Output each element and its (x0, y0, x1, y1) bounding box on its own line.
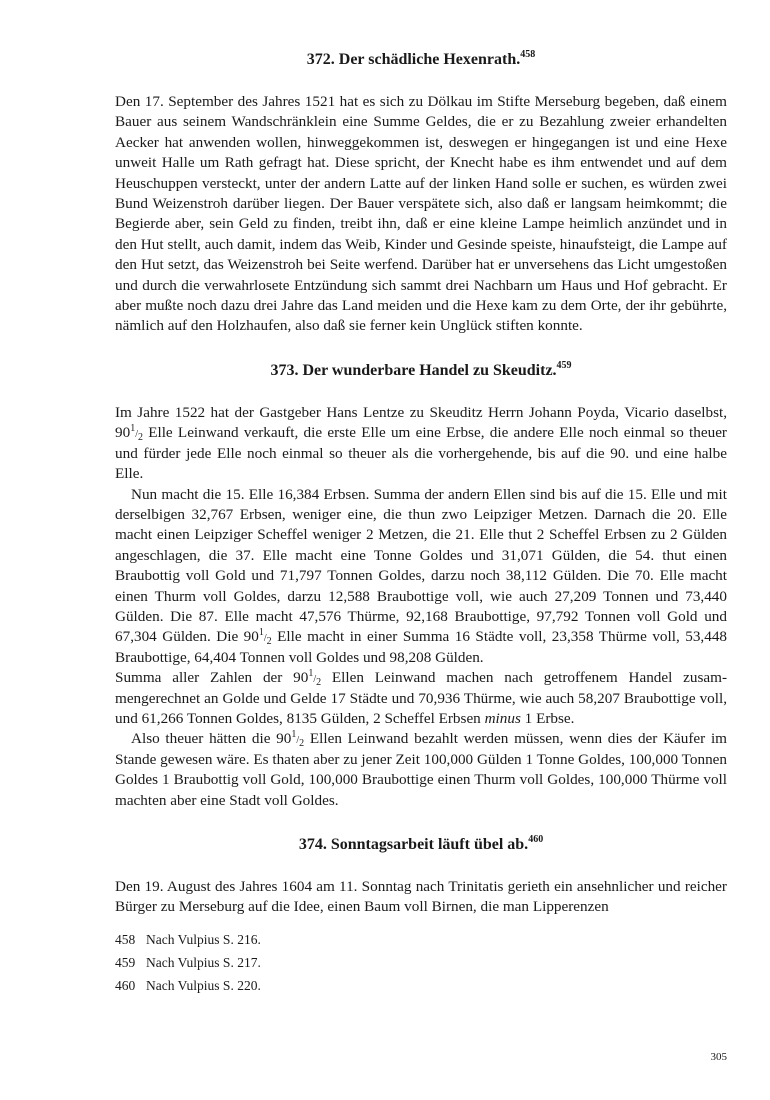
footnote-ref-458: 458 (520, 49, 536, 60)
fraction-half: 1/2 (258, 627, 272, 648)
footnote-ref-460: 460 (528, 834, 544, 845)
section-374-paragraph: Den 19. August des Jahres 1604 am 11. Sonntag nach Trinitatis gerieth ein ansehnlicher und reicher Bürger zu Merseburg auf die Idee, einen Baum voll Birnen, die man Lipperenzen (115, 878, 727, 916)
section-373-paragraph-4: Also theuer hätten die 901/2 Ellen Leinwand bezahlt werden müssen, wenn dies der Käufer im Stande gewesen wäre. Es thaten aber zu jener Zeit 100,000 Gülden 1 Tonne Goldes, 100,000 Tonnen Goldes 1 Braubottig voll Gold, 100,000 Braubottige einen Thurm voll Goldes, 100,000 Thürme voll machten aber eine Stadt voll Goldes. (115, 729, 727, 809)
page-number: 305 (710, 1051, 727, 1063)
footnote: 459 Nach Vulpius S. 217. (115, 954, 261, 970)
fraction-half: 1/2 (308, 668, 322, 689)
section-373-paragraph-2: Nun macht die 15. Elle 16,384 Erbsen. Summa der andern Ellen sind bis auf die 15. Elle und mit derselbigen 32,767 Erbsen, weniger eine, die thun zwo Leipziger Metzen. Darnach die 20. Elle macht einen Leipziger Scheffel weniger 2 Metzen, die 21. Elle thut 2 Scheffel Erbsen zu 2 Gülden angeschlagen, die 37. Elle macht eine Tonne Goldes und 31,071 Gülden, die 54. thut einen Braubottig voll Gold und 71,797 Tonnen Goldes, darzu noch 38,112 Gülden. Die 70. Elle macht einen Thurm voll Goldes, darzu 12,588 Braubottige voll, wie auch 27,209 Tonnen und 73,440 Gülden. Die 87. Elle macht 47,576 Thürme, 92,168 Braubottige, 97,792 Tonnen voll Gold und 67,304 Gülden. Die 901/2 Elle macht in einer Summa 16 Städte voll, 23,358 Thürme voll, 53,448 Braubottige, 64,404 Tonnen voll Goldes und 98,208 Gülden. (115, 485, 728, 666)
section-372-title: 372. Der schädliche Hexenrath.$^{458}$ (306, 49, 536, 68)
section-373-title: 373. Der wunderbare Handel zu Skeuditz.$^{459}$ (270, 359, 572, 379)
footnotes (115, 928, 727, 997)
section-374-title: 374. Sonntagsarbeit läuft übel ab.$^{460}$ (298, 834, 544, 853)
footnote: 460 Nach Vulpius S. 220. (115, 977, 261, 993)
page-body (115, 50, 727, 997)
section-373-paragraph-1: Im Jahre 1522 hat der Gastgeber Hans Lentze zu Skeuditz Herrn Johann Poyda, Vicario daselbst, 901/2 Elle Leinwand verkauft, die erste Elle um eine Erbse, die andere Elle noch einmal so theuer und fürder jede Elle noch einmal so theuer als die vorhergehende, bis auf die 90. und eine halbe Elle. (115, 403, 727, 483)
fraction-half: 1/2 (291, 729, 305, 750)
footnote: 458 Nach Vulpius S. 216. (115, 931, 261, 947)
footnote-ref-459: 459 (556, 359, 572, 371)
section-372-paragraph: Den 17. September des Jahres 1521 hat es sich zu Dölkau im Stifte Merseburg begeben, daß einem Bauer aus seinem Wandschränklein eine Summe Geldes, die er zu Bezahlung zweier erhandelten Aecker hat anwenden wollen, hinweggekommen ist, deswegen er hingegangen ist und eine Hexe unweit Halle um Rath gefragt hat. Diese spricht, der Knecht habe es ihm entwendet und auf dem Heuschuppen versteckt, unter der andern Latte auf der linken Hand solle er suchen, es würden zwei Bund Weizenstroh darüber liegen. Der Bauer verspätete sich, also daß er langsam heimkommt; die Begierde aber, sein Geld zu finden, treibt ihn, daß er eine kleine Lampe heimlich anzündet und in den Hut stellt, auch damit, indem das Weib, Kinder und Gesinde speiste, hinaufsteigt, die Lampe auf den Hut setzt, das Weizenstroh bei Seite werfend. Darüber hat er unversehens das Licht umgestoßen und durch die verwahrlosete Entzündung sich sammt drei Nachbarn um Haus und Hof gebracht. Er aber mußte noch dazu drei Jahre das Land meiden und die Hexe kam zu dem Orte, der ihr gebührte, nämlich auf den Holzhaufen, also daß sie ferner kein Unglück stiften konnte. (115, 93, 727, 335)
fraction-half: 1/2 (130, 423, 143, 444)
section-373-paragraph-3: Summa aller Zahlen der 901/2 Ellen Leinwand machen nach getroffenem Handel zusammengerechnet an Golde und Gelde 17 Städte und 70,936 Thürme, wie auch 58,207 Braubottige voll, und 61,266 Tonnen Goldes, 8135 Gülden, 2 Scheffel Erbsen minus 1 Erbse. (115, 668, 728, 727)
